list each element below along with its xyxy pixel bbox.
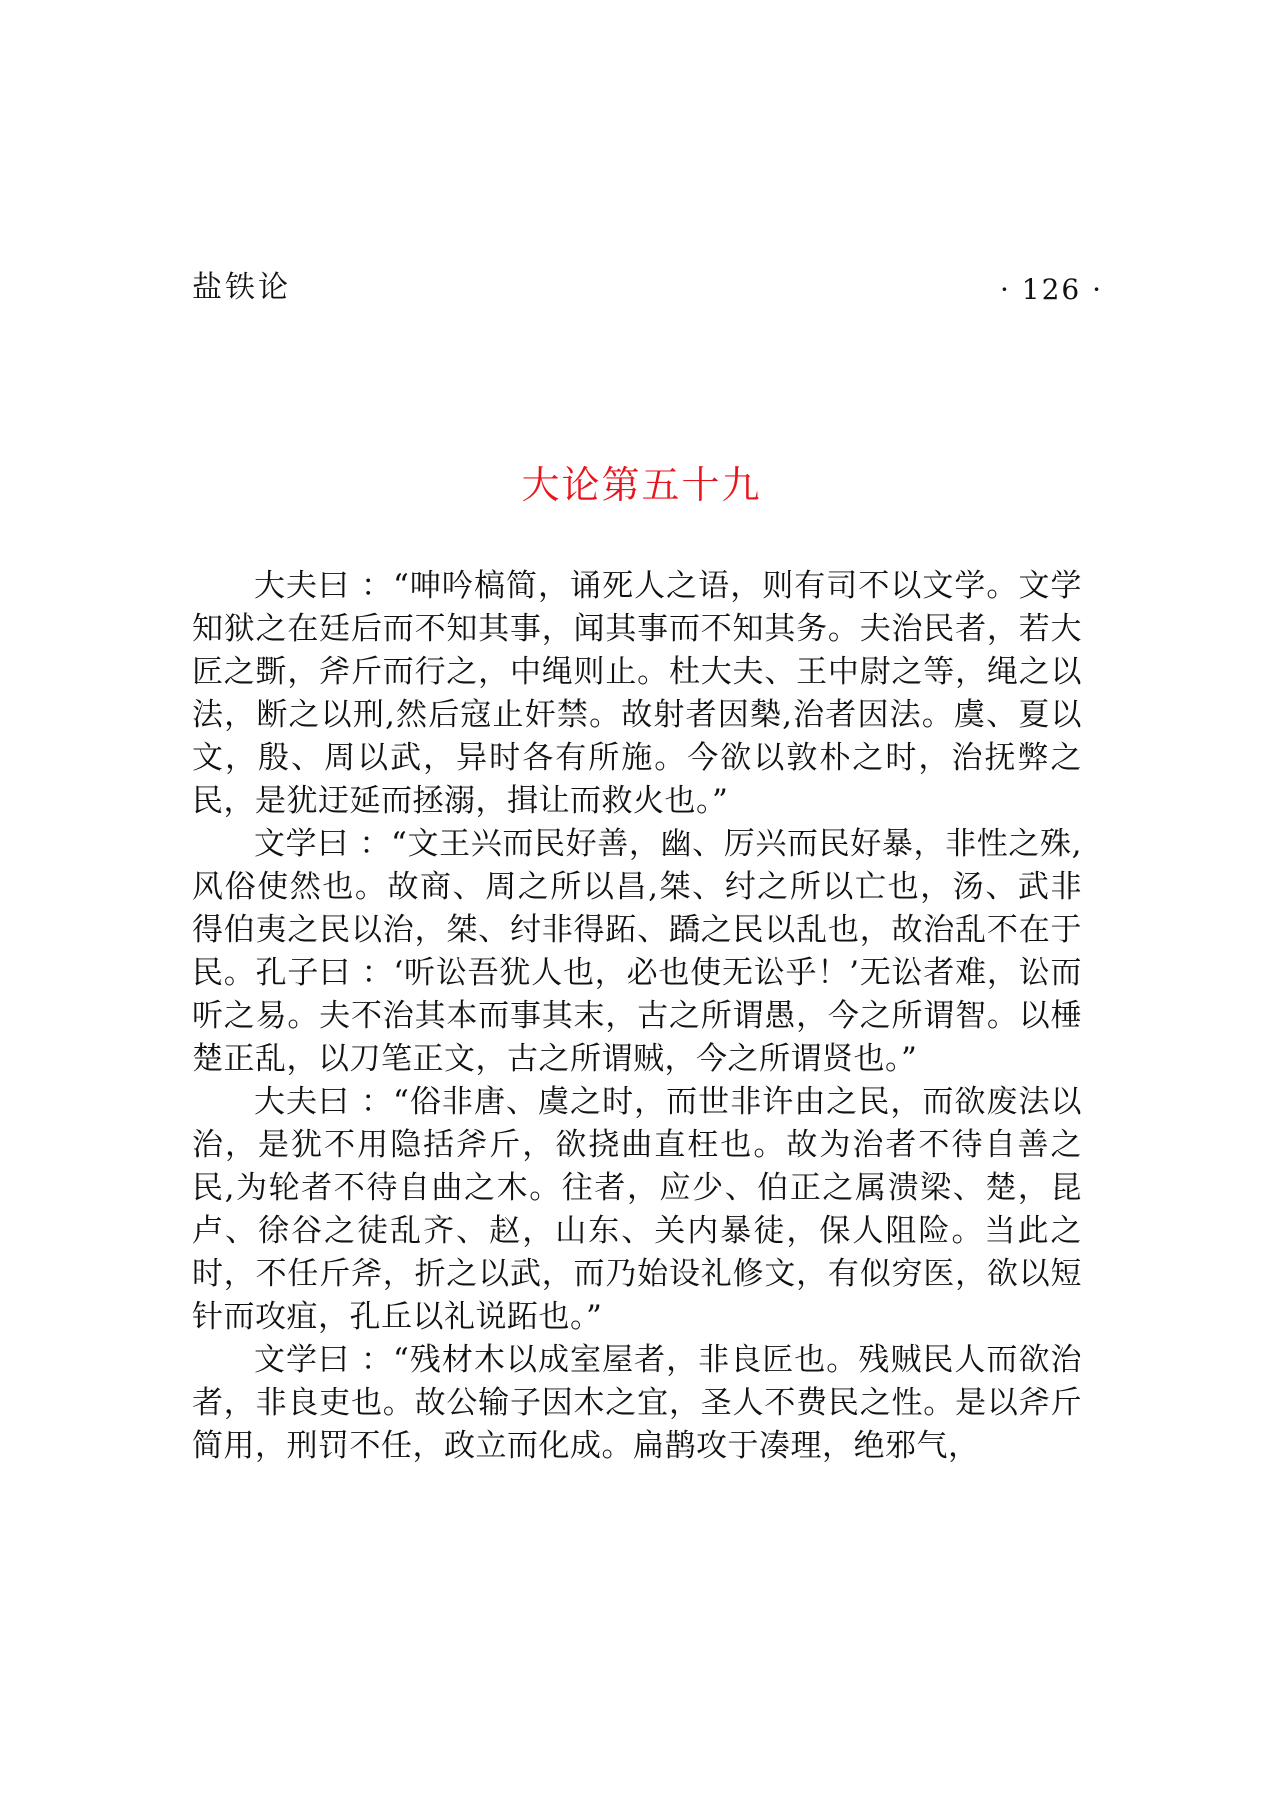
paragraph-wenxue-2: 文学曰 ：“残材木以成室屋者，非良匠也。残贼民人而欲治者，非良吏也。故公输子因木之宜，圣人不费民之性。是以斧斤简用，刑罚不任，政立而化成。扁鹊攻于凑理，绝邪气， <box>192 1342 1082 1464</box>
paragraph-wenxue-1: 文学曰 ：“文王兴而民好善，幽、厉兴而民好暴，非性之殊,风俗使然也。故商、周之所以昌,桀、纣之所以亡也，汤、武非得伯夷之民以治，桀、纣非得跖、蹻之民以乱也，故治乱不在于民。孔子曰 ：‘听讼吾犹人也，必也使无讼乎！’无讼者难，讼而听之易。夫不治其本而事其末，古之所谓愚，今之所谓智。以棰楚正乱，以刀笔正文，古之所谓贼，今之所谓贤也。” <box>192 826 1082 1077</box>
body-text <box>192 565 1082 1468</box>
chapter-title: 大论第五十九 <box>521 463 762 507</box>
paragraph-dafu-1: 大夫曰 ：“呻吟槁简，诵死人之语，则有司不以文学。文学知狱之在廷后而不知其事，闻其事而不知其务。夫治民者，若大匠之斲，斧斤而行之，中绳则止。杜大夫、王中尉之等，绳之以法，断之以刑,然后寇止奸禁。故射者因槷,治者因法。虞、夏以文，殷、周以武，异时各有所施。今欲以敦朴之时，治抚弊之民，是犹迂延而拯溺，揖让而救火也。” <box>192 568 1082 819</box>
running-head-book-title: 盐铁论 <box>192 270 291 305</box>
page-number: · 126 · <box>999 273 1103 306</box>
paragraph-dafu-2: 大夫曰 ：“俗非唐、虞之时，而世非许由之民，而欲废法以治，是犹不用隐括斧斤，欲挠曲直枉也。故为治者不待自善之民,为轮者不待自曲之木。往者，应少、伯正之属溃梁、楚，昆卢、徐谷之徒乱齐、赵，山东、关内暴徒，保人阻险。当此之时，不任斤斧，折之以武，而乃始设礼修文，有似穷医，欲以短针而攻疽，孔丘以礼说跖也。” <box>192 1084 1082 1335</box>
